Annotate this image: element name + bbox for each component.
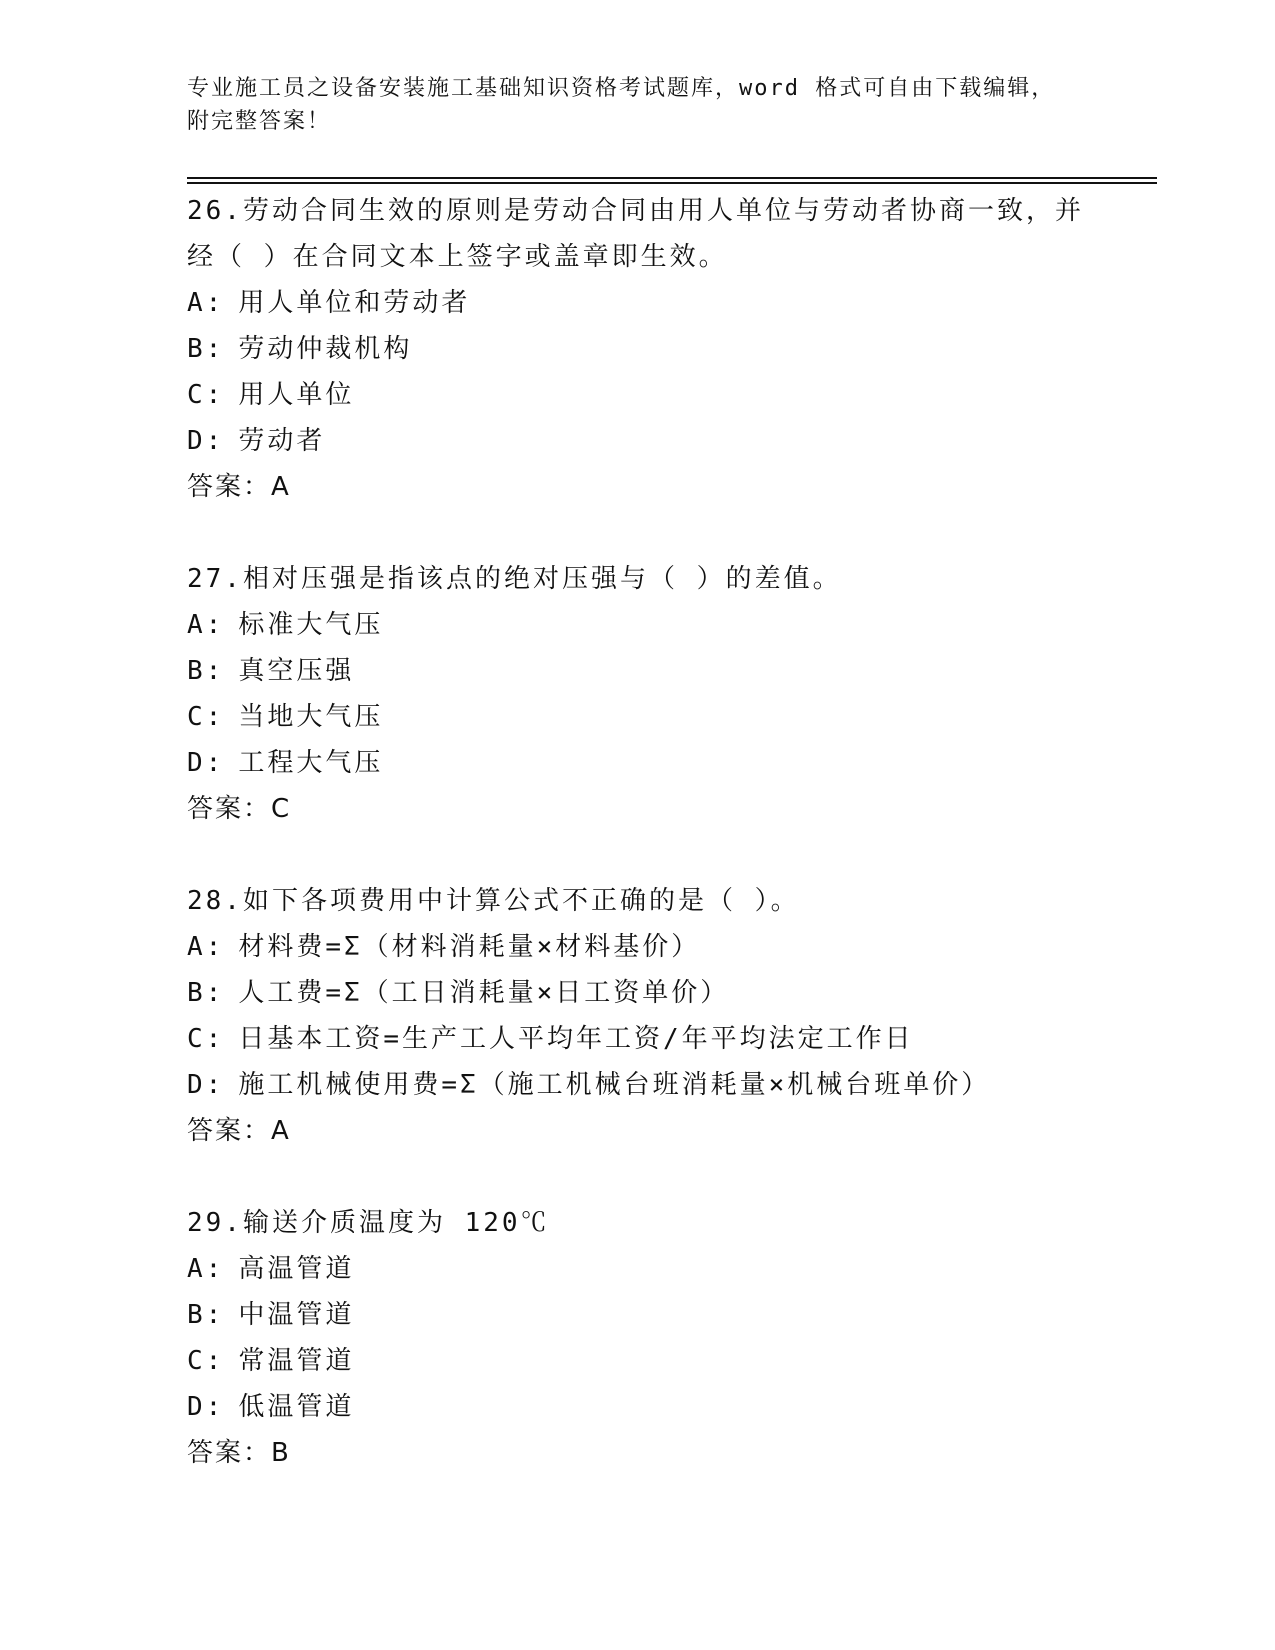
option-text: 劳动者 xyxy=(238,426,326,456)
option-letter: C: xyxy=(187,1346,225,1376)
question-list xyxy=(187,188,1087,1476)
question-spacer xyxy=(187,510,1087,556)
option-text: 用人单位 xyxy=(238,380,355,410)
option-a xyxy=(187,602,1087,648)
option-text: 人工费=Σ（工日消耗量×日工资单价） xyxy=(238,978,730,1008)
header-line-1: 专业施工员之设备安装施工基础知识资格考试题库，word 格式可自由下载编辑， xyxy=(187,76,1056,101)
option-letter: A: xyxy=(187,288,225,318)
option-c xyxy=(187,1016,1087,1062)
option-letter: C: xyxy=(187,702,225,732)
document-header xyxy=(187,72,1087,138)
option-d xyxy=(187,1062,1087,1108)
option-b xyxy=(187,648,1087,694)
option-letter: C: xyxy=(187,1024,225,1054)
question-text: 26.劳动合同生效的原则是劳动合同由用人单位与劳动者协商一致，并经（ ）在合同文本上签字或盖章即生效。 xyxy=(187,196,1084,272)
option-text: 日基本工资=生产工人平均年工资/年平均法定工作日 xyxy=(238,1024,914,1054)
question-text: 29.输送介质温度为 120℃ xyxy=(187,1208,550,1238)
option-letter: A: xyxy=(187,932,225,962)
option-b xyxy=(187,1292,1087,1338)
option-d xyxy=(187,418,1087,464)
option-letter: D: xyxy=(187,748,225,778)
question-spacer xyxy=(187,1154,1087,1200)
option-a xyxy=(187,924,1087,970)
option-text: 中温管道 xyxy=(238,1300,355,1330)
option-d xyxy=(187,740,1087,786)
option-c xyxy=(187,1338,1087,1384)
question-28 xyxy=(187,878,1087,1154)
option-a xyxy=(187,280,1087,326)
question-spacer xyxy=(187,832,1087,878)
option-letter: B: xyxy=(187,1300,225,1330)
option-text: 材料费=Σ（材料消耗量×材料基价） xyxy=(238,932,701,962)
header-divider-second xyxy=(187,182,1157,184)
answer: 答案：C xyxy=(187,794,292,824)
option-c xyxy=(187,694,1087,740)
option-letter: D: xyxy=(187,426,225,456)
option-letter: C: xyxy=(187,380,225,410)
header-divider xyxy=(187,177,1157,179)
option-letter: A: xyxy=(187,1254,225,1284)
option-text: 施工机械使用费=Σ（施工机械台班消耗量×机械台班单价） xyxy=(238,1070,991,1100)
option-c xyxy=(187,372,1087,418)
question-text: 28.如下各项费用中计算公式不正确的是（ ）。 xyxy=(187,886,800,916)
option-text: 当地大气压 xyxy=(238,702,384,732)
option-text: 真空压强 xyxy=(238,656,355,686)
option-letter: B: xyxy=(187,334,225,364)
option-letter: D: xyxy=(187,1070,225,1100)
question-29 xyxy=(187,1200,1087,1476)
option-text: 用人单位和劳动者 xyxy=(238,288,471,318)
option-text: 低温管道 xyxy=(238,1392,355,1422)
option-d xyxy=(187,1384,1087,1430)
answer: 答案：B xyxy=(187,1438,291,1468)
option-text: 劳动仲裁机构 xyxy=(238,334,413,364)
option-letter: B: xyxy=(187,656,225,686)
option-letter: A: xyxy=(187,610,225,640)
option-text: 常温管道 xyxy=(238,1346,355,1376)
option-b xyxy=(187,970,1087,1016)
answer: 答案：A xyxy=(187,1116,291,1146)
question-text: 27.相对压强是指该点的绝对压强与（ ）的差值。 xyxy=(187,564,842,594)
answer: 答案：A xyxy=(187,472,291,502)
option-a xyxy=(187,1246,1087,1292)
option-letter: B: xyxy=(187,978,225,1008)
option-b xyxy=(187,326,1087,372)
option-text: 高温管道 xyxy=(238,1254,355,1284)
header-line-2: 附完整答案！ xyxy=(187,109,332,134)
option-text: 标准大气压 xyxy=(238,610,384,640)
question-27 xyxy=(187,556,1087,832)
option-text: 工程大气压 xyxy=(238,748,384,778)
question-26 xyxy=(187,188,1087,510)
option-letter: D: xyxy=(187,1392,225,1422)
